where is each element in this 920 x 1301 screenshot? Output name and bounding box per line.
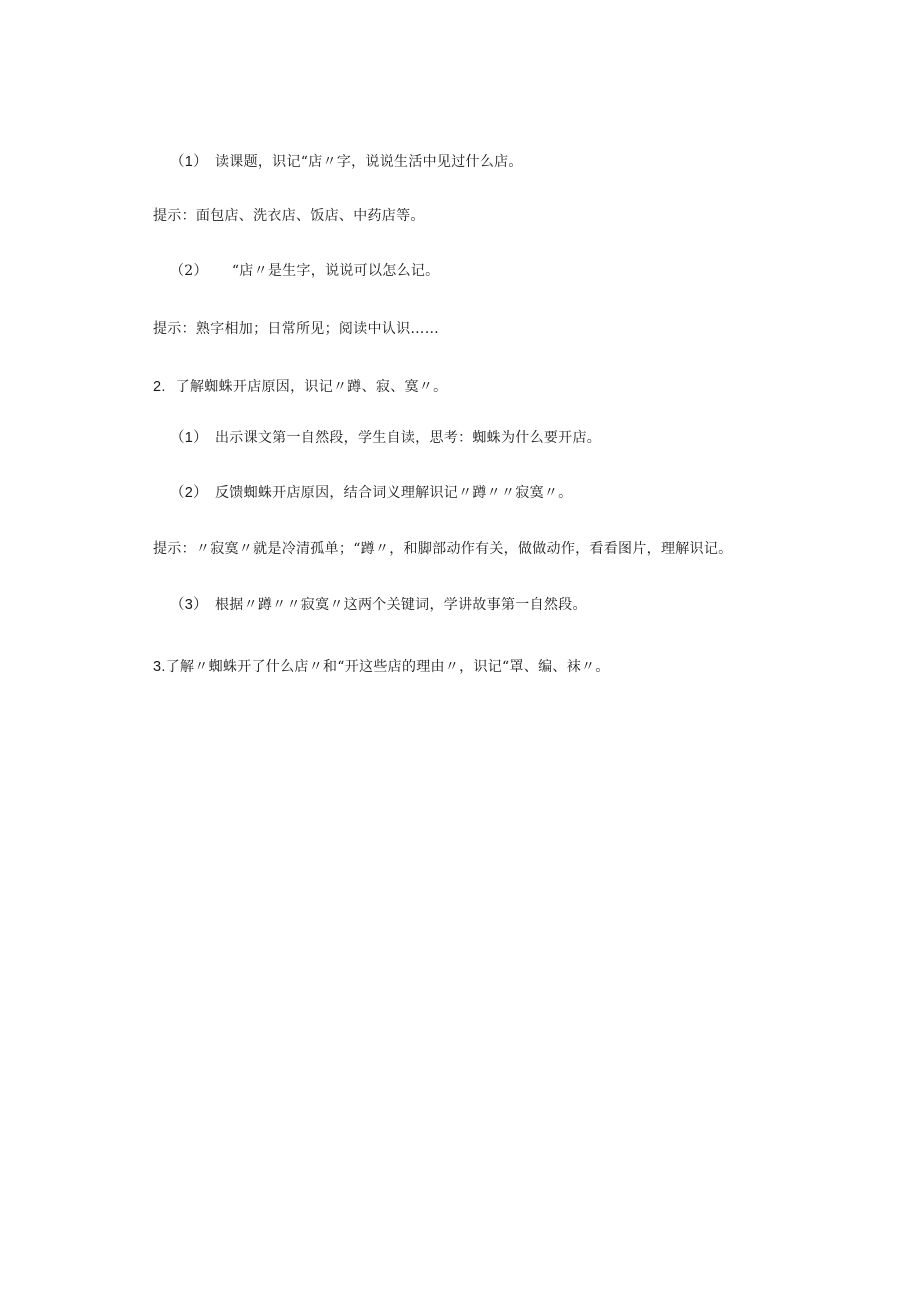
item-text: 了解蜘蛛开店原因，识记〃蹲、寂、寞〃。 (175, 379, 448, 395)
hint-text: 提示：熟字相加；日常所见；阅读中认识…… (153, 321, 439, 337)
item-number: （2） (170, 263, 208, 279)
item-number: （1） (170, 430, 208, 446)
hint-text: 提示：面包店、洗衣店、饭店、中药店等。 (153, 208, 425, 224)
item-text: 反馈蜘蛛开店原因，结合词义理解识记〃蹲〃〃寂寞〃。 (214, 485, 573, 501)
hint-1-1 (153, 207, 425, 225)
item-number: （1） (170, 154, 208, 170)
item-text: “店〃是生字，说说可以怎么记。 (231, 263, 440, 279)
item-text: 根据〃蹲〃〃寂寞〃这两个关键词，学讲故事第一自然段。 (214, 597, 587, 613)
sub-item-2-1 (170, 429, 601, 447)
section-item-3 (153, 658, 610, 676)
hint-2-2 (153, 540, 732, 558)
hint-text: 提示：〃寂寞〃就是冷清孤单；“蹲〃，和脚部动作有关，做做动作，看看图片，理解识记。 (153, 541, 733, 557)
sub-item-1-1 (170, 153, 523, 171)
item-number: 2. (153, 379, 166, 395)
item-text: 读课题，识记“店〃字，说说生活中见过什么店。 (214, 154, 523, 170)
sub-item-1-2 (170, 262, 439, 280)
item-number: 3. (153, 659, 166, 675)
hint-1-2 (153, 320, 439, 338)
item-text: 了解〃蜘蛛开了什么店〃和“开这些店的理由〃，识记“罩、编、袜〃。 (165, 659, 610, 675)
item-number: （3） (170, 597, 208, 613)
item-number: （2） (170, 485, 208, 501)
section-item-2 (153, 378, 447, 396)
sub-item-2-2 (170, 484, 572, 502)
item-text: 出示课文第一自然段，学生自读，思考：蜘蛛为什么要开店。 (214, 430, 602, 446)
sub-item-2-3 (170, 596, 587, 614)
